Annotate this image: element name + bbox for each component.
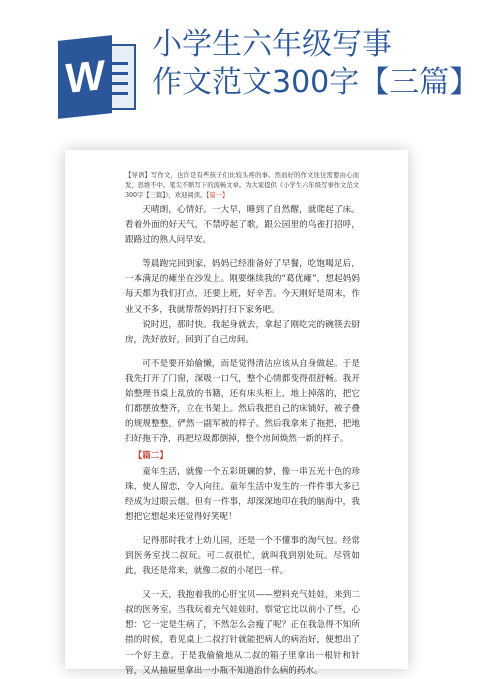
title-line-2: 作文范文300字【三篇】 [152,65,479,100]
paragraph: 天晴朗，心情好。一大早，睡到了自然醒，就爬起了床。看着外面的好天气，不禁哼起了歌，跟公园里的鸟雀打招呼，跟路过的熟人问早安。 [125,205,360,246]
intro-text: 【导语】写作文，也许是有些孩子们比较头疼的事。然而好的作文往往需要由心而发，思维不中。笔尖不断写下的流畅文章。为大家提供《小学生六年级写事作文范文300字【三篇】》，欢迎阅读。 [125,172,359,199]
word-document-icon [58,38,140,116]
word-logo-letter: W [58,35,112,119]
paragraph: 可不是要开始偷懒，而是觉得清洁应该从自身做起。于是我先打开了门窗，深吸一口气，整个心情都变得很舒畅。我开始整理书桌上乱放的书籍，还有床头柜上，地上掉落的，把它们都摆放整齐，立在书架上。然后我把自己的床铺好，被子叠的规规整整，俨然一副军被的样子。然后我拿来了拖把，把地扫好拖干净，再把垃圾都倒掉，整个房间焕然一新的样子。 [125,358,360,445]
paragraph: 记得那时我才上幼儿园，还是一个不懂事的淘气包。经常到医务室找二叔玩。可二叔很忙，就叫我到别处玩。尽管如此，我还是常来，就像二叔的小尾巴一样。 [125,535,360,577]
intro-paragraph [125,171,359,201]
section-tag-1: 【篇一】 [206,192,229,199]
paragraph: 童年生活，就像一个五彩斑斓的梦，像一串五光十色的珍珠，使人留恋，令人向往。童年生活中发生的一件件事大多已经成为过眼云烟。但有一件事，却深深地印在我的脑海中，我想把它想起来还觉得好笑呢！ [125,466,360,522]
cover-title [152,26,479,102]
paragraph: 等晨跑完回到家，妈妈已经准备好了早餐，吃饱喝足后，一本满足的瘫坐在沙发上。刚要继续我的“葛优瘫”，想起妈妈每天都为我们打点，还要上班，好辛苦。今天刚好是周末，作业又不多，我就帮帮妈妈打扫下家务吧。 [125,259,360,315]
paragraph: 又一天，我抱着我的心肝宝贝——塑料充气娃娃，来到二叔的医务室，当我玩着充气娃娃时，察觉它比以前小了些，心想：它一定是生病了，不然怎么会瘦了呢？正在我急得不知所措的时候，看见桌上二叔打针就能把病人的病治好，便想出了一个好主意。于是我偷偷地从二叔的箱子里拿出一根针和针管，又从抽屉里拿出一小瓶不知道治什么病的药水。 [125,590,360,676]
article-body [125,203,360,679]
section-heading-2: 【篇二】 [133,451,168,462]
paragraph: 说时迟，那时快。我起身就去，拿起了刚吃完的碗筷去厨房，洗好放好，回到了自己房间。 [125,319,360,345]
title-line-1: 小学生六年级写事 [152,27,392,62]
document-page [65,150,408,676]
